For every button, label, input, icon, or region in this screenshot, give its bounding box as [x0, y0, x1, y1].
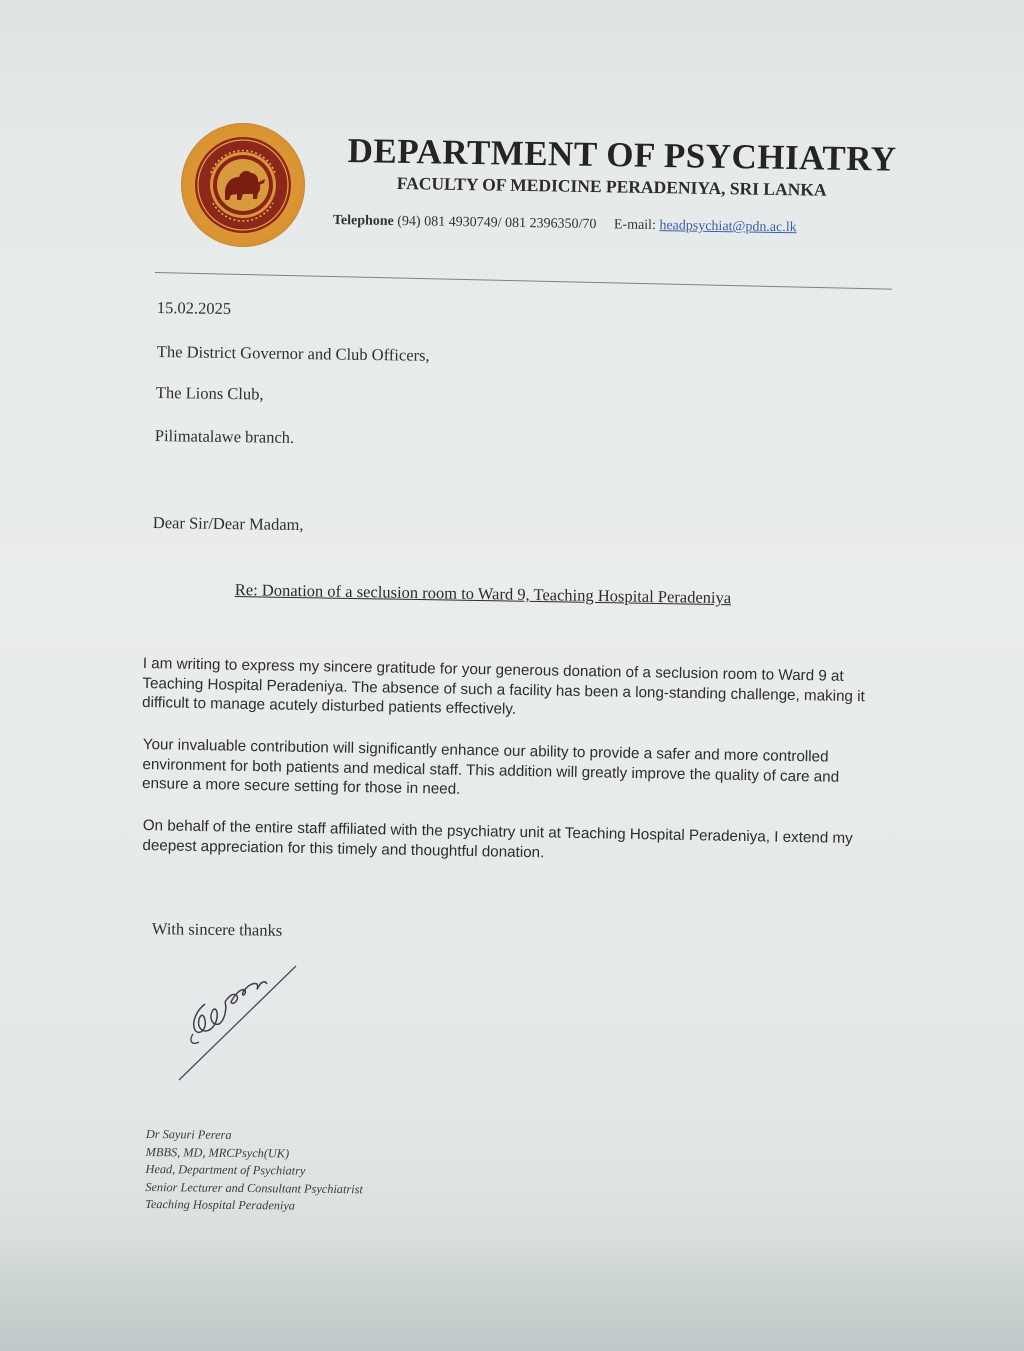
recipient-line: The Lions Club,: [155, 383, 264, 404]
signatory-name: Dr Sayuri Perera: [145, 1127, 232, 1142]
subject-line: Re: Donation of a seclusion room to Ward 9, Teaching Hospital Peradeniya: [234, 580, 732, 608]
signatory-institution: Teaching Hospital Peradeniya: [145, 1196, 296, 1213]
letter-date: 15.02.2025: [156, 298, 232, 319]
university-seal-icon: [181, 123, 305, 247]
signatory-title: Head, Department of Psychiatry: [145, 1161, 306, 1178]
signature-icon: [175, 962, 305, 1089]
faculty-subtitle: FACULTY OF MEDICINE PERADENIYA, SRI LANKA: [396, 173, 827, 200]
salutation: Dear Sir/Dear Madam,: [152, 513, 304, 535]
signatory-qualifications: MBBS, MD, MRCPsych(UK): [145, 1144, 290, 1161]
header-divider: [155, 272, 892, 290]
body-paragraph: I am writing to express my sincere gratitude for your generous donation of a seclusion room to Ward 9 at Teaching Hospital Peradeniya. The absence of such a facility has been a long-standing challenge, making it difficult to manage acutely disturbed patients effectively.: [141, 654, 865, 718]
body-paragraph: On behalf of the entire staff affiliated with the psychiatry unit at Teaching Hospital Peradeniya, I extend my deepest appreciation for this timely and thoughtful donation.: [142, 816, 853, 861]
signature-block: [145, 1126, 363, 1216]
signatory-title: Senior Lecturer and Consultant Psychiatrist: [145, 1179, 363, 1196]
recipient-line: Pilimatalawe branch.: [154, 426, 295, 447]
body-paragraph: Your invaluable contribution will significantly enhance our ability to provide a safer and more controlled environment for both patients and medical staff. This addition will greatly improve the quality of care and ensure a more secure setting for those in need.: [141, 735, 840, 798]
email-link[interactable]: headpsychiat@pdn.ac.lk: [659, 218, 797, 236]
contact-line: [333, 213, 797, 236]
page-shadow: [0, 1232, 1024, 1351]
email-label: E-mail:: [613, 217, 657, 234]
recipient-line: The District Governor and Club Officers,: [156, 342, 430, 365]
closing: With sincere thanks: [151, 919, 283, 940]
telephone-number: (94) 081 4930749/ 081 2396350/70: [397, 214, 597, 233]
telephone-label: Telephone: [332, 213, 394, 229]
department-title: DEPARTMENT OF PSYCHIATRY: [347, 131, 897, 179]
